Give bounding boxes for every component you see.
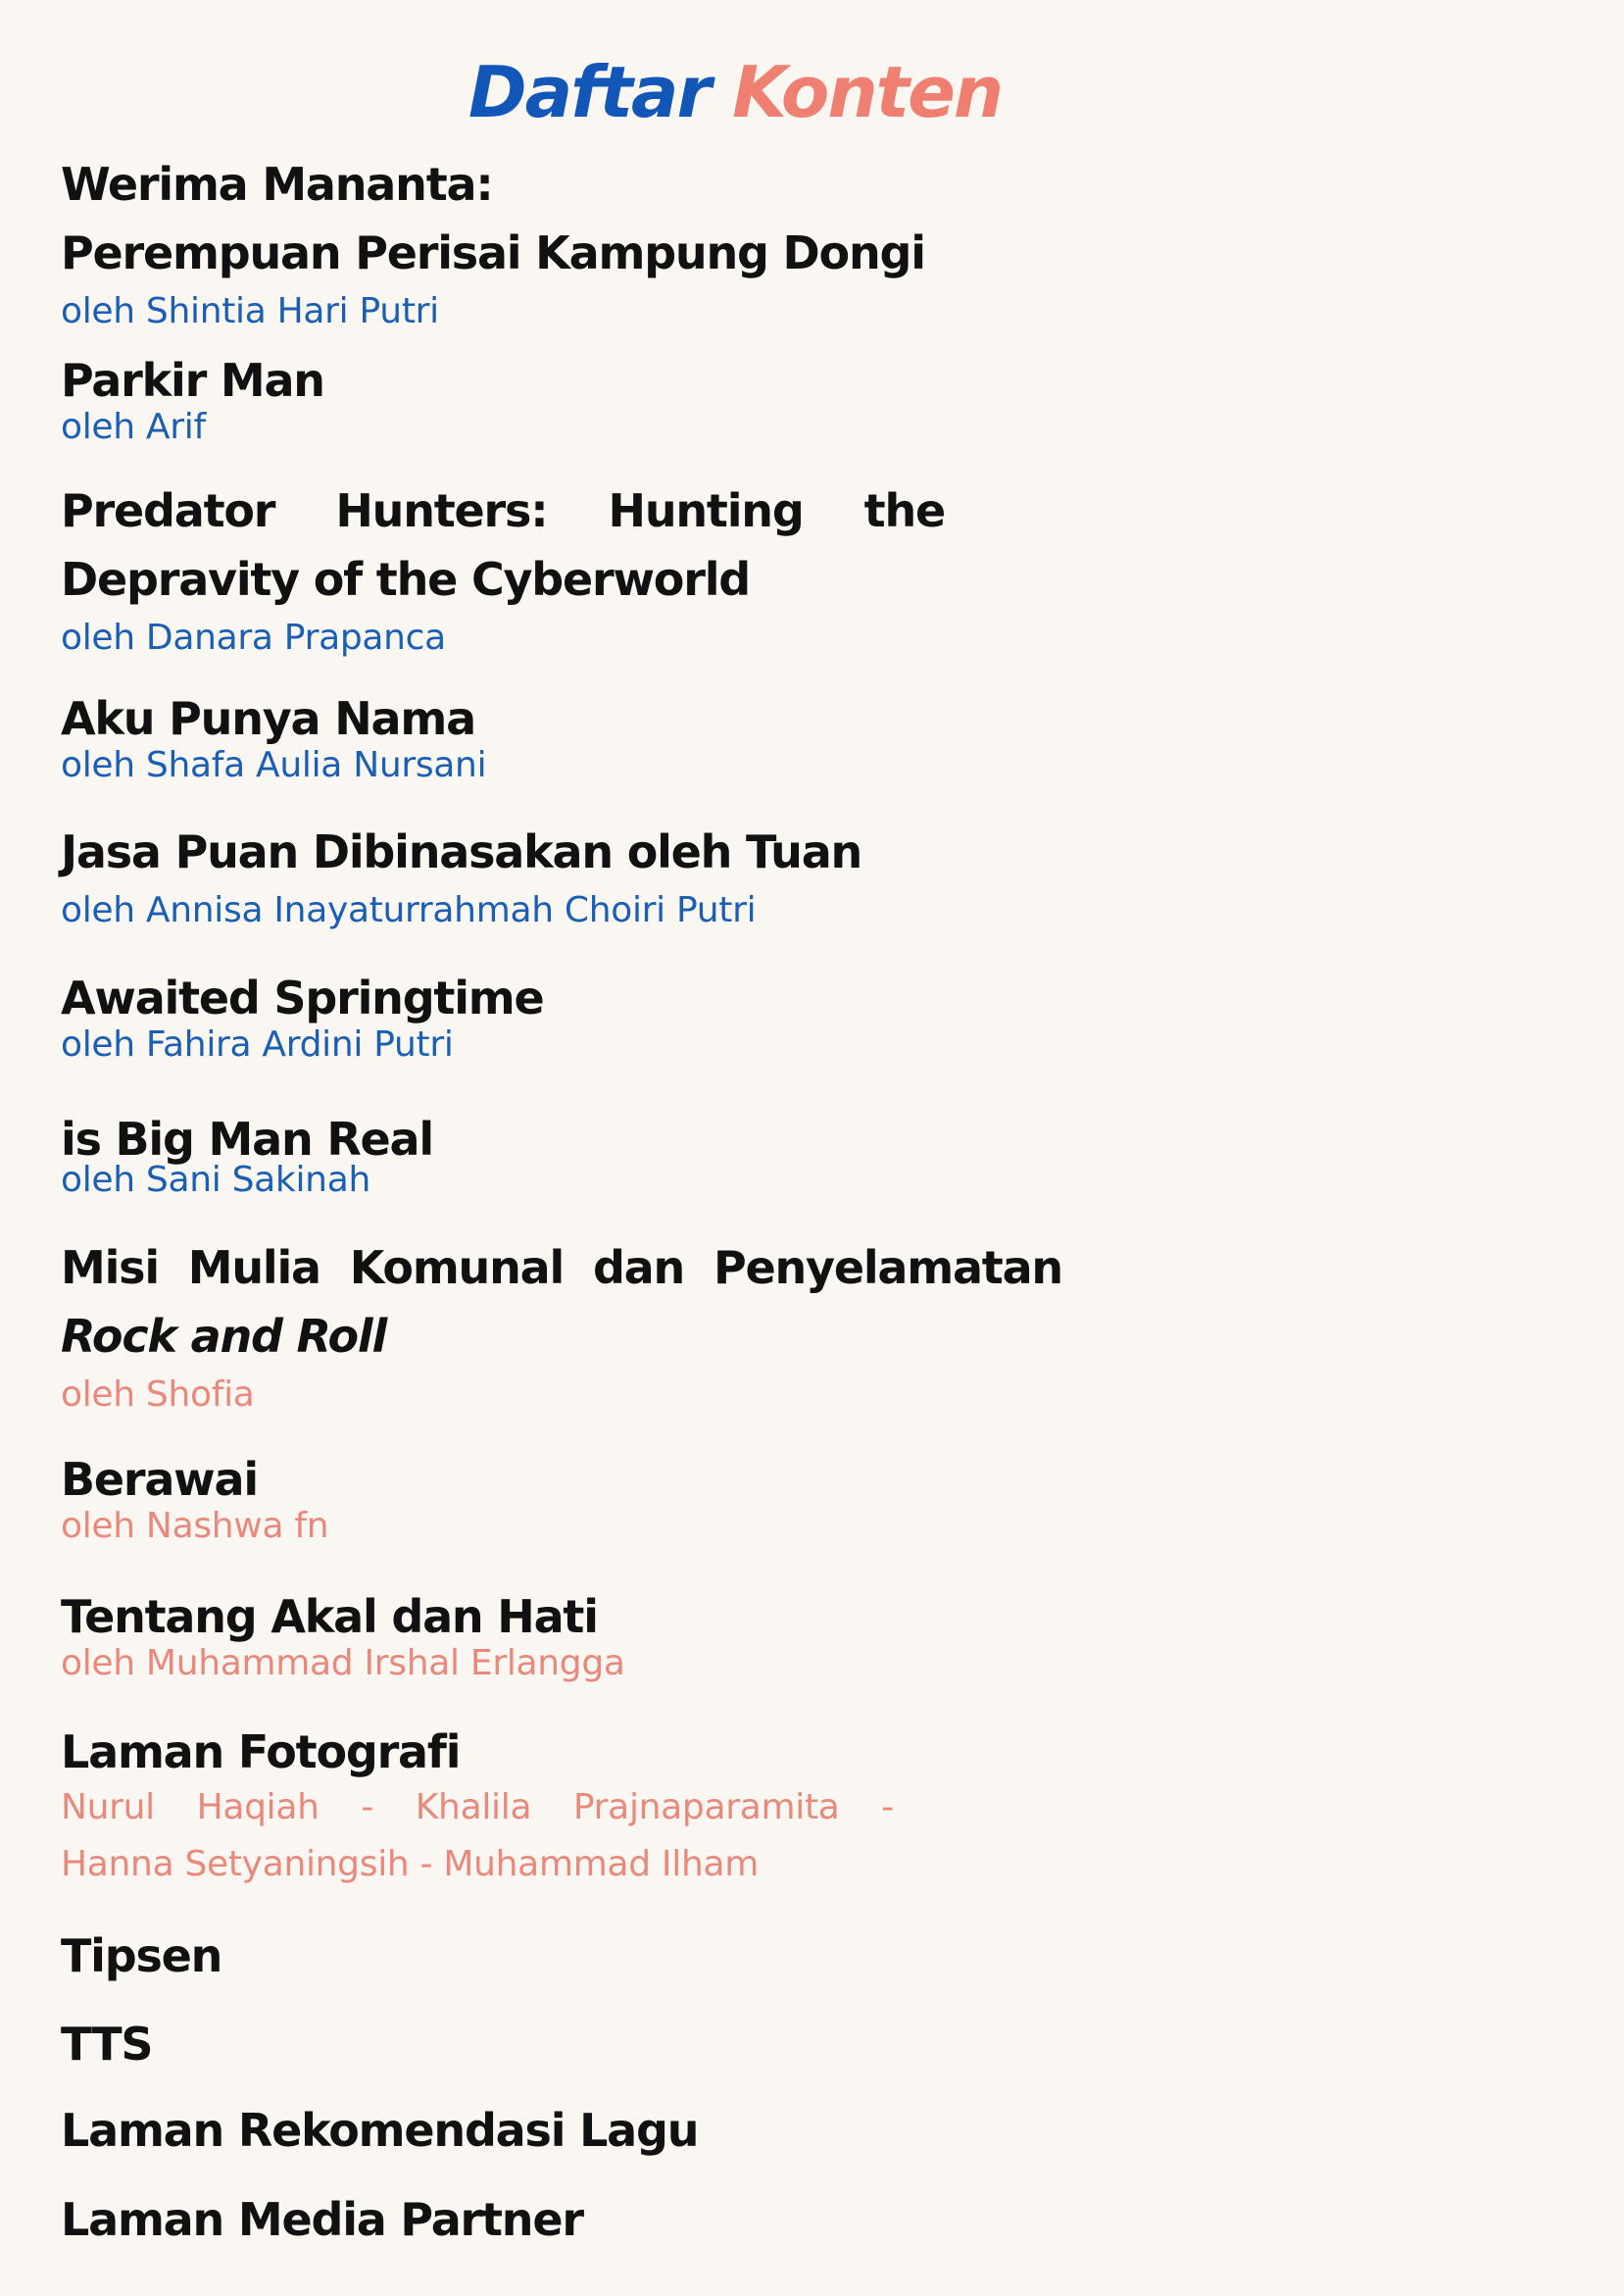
entry-title: is Big Man Real <box>61 1113 433 1166</box>
entry-author: oleh Sani Sakinah <box>61 1160 370 1200</box>
entry-title: Perempuan Perisai Kampung Dongi <box>61 226 925 279</box>
page-title-part1: Daftar <box>468 51 710 133</box>
entry-title: Tentang Akal dan Hati <box>61 1590 598 1643</box>
entry-author-word: Prajnaparamita <box>572 1787 840 1827</box>
list-item <box>61 346 1139 452</box>
entry-author: oleh Arif <box>61 407 206 447</box>
entry-author: oleh Danara Prapanca <box>61 618 446 658</box>
entry-author <box>61 1783 894 1832</box>
list-item <box>61 2185 1139 2254</box>
list-item <box>61 150 1139 336</box>
entry-title <box>61 1302 1139 1371</box>
entry-author: Hanna Setyaningsih - Muhammad Ilham <box>61 1844 759 1884</box>
entry-title-italic: Rock and Roll <box>61 1310 387 1363</box>
list-item <box>61 1233 1139 1420</box>
entry-title-word: Predator <box>61 484 275 537</box>
entry-title: Tipsen <box>61 1929 222 1982</box>
entry-title: Parkir Man <box>61 354 324 407</box>
entry-title <box>61 1233 1062 1302</box>
entry-title: TTS <box>61 2018 153 2071</box>
entry-author: oleh Shintia Hari Putri <box>61 291 439 331</box>
entry-author: oleh Shofia <box>61 1374 255 1415</box>
list-item <box>61 1922 1139 1990</box>
entry-title: Aku Punya Nama <box>61 692 475 745</box>
entry-title: Jasa Puan Dibinasakan oleh Tuan <box>61 825 862 878</box>
entry-author: oleh Shafa Aulia Nursani <box>61 745 487 785</box>
entry-title: Laman Fotografi <box>61 1725 461 1778</box>
entry-title <box>61 476 945 545</box>
entry-title-word: Penyelamatan <box>713 1241 1062 1294</box>
entry-author: oleh Annisa Inayaturrahmah Choiri Putri <box>61 890 757 930</box>
list-item <box>61 1718 1139 1889</box>
entry-author: oleh Fahira Ardini Putri <box>61 1024 454 1065</box>
entry-title-word: Hunting <box>608 484 804 537</box>
list-item <box>61 684 1139 790</box>
list-item <box>61 964 1139 1070</box>
entry-author-word: Khalila <box>415 1787 532 1827</box>
entry-title: Laman Media Partner <box>61 2193 583 2246</box>
entry-title: Laman Rekomendasi Lagu <box>61 2104 699 2157</box>
entry-title: Awaited Springtime <box>61 972 544 1024</box>
entry-author-word: - <box>361 1787 374 1827</box>
entry-author: oleh Muhammad Irshal Erlangga <box>61 1643 625 1683</box>
page-title-part2: Konten <box>732 51 1003 133</box>
list-item <box>61 1445 1139 1551</box>
list-item <box>61 1582 1139 1688</box>
entry-title: Berawai <box>61 1453 258 1506</box>
entry-author-word: Nurul <box>61 1787 155 1827</box>
list-item <box>61 476 1139 663</box>
entry-title-word: the <box>863 484 945 537</box>
entry-title: Depravity of the Cyberworld <box>61 553 750 606</box>
entry-title: Werima Mananta: <box>61 158 493 211</box>
list-item <box>61 2096 1139 2165</box>
entry-author: oleh Nashwa fn <box>61 1506 329 1546</box>
entry-author-word: Haqiah <box>196 1787 320 1827</box>
entry-title-word: Misi <box>61 1241 159 1294</box>
list-item <box>61 2010 1139 2078</box>
list-item <box>61 1105 1139 1205</box>
list-item <box>61 818 1139 935</box>
entry-title-word: Hunters: <box>335 484 548 537</box>
page-title <box>0 51 1470 133</box>
entry-title-word: Komunal <box>349 1241 565 1294</box>
entry-title-word: Mulia <box>187 1241 320 1294</box>
entry-title-word: dan <box>592 1241 685 1294</box>
entry-author-word: - <box>881 1787 894 1827</box>
